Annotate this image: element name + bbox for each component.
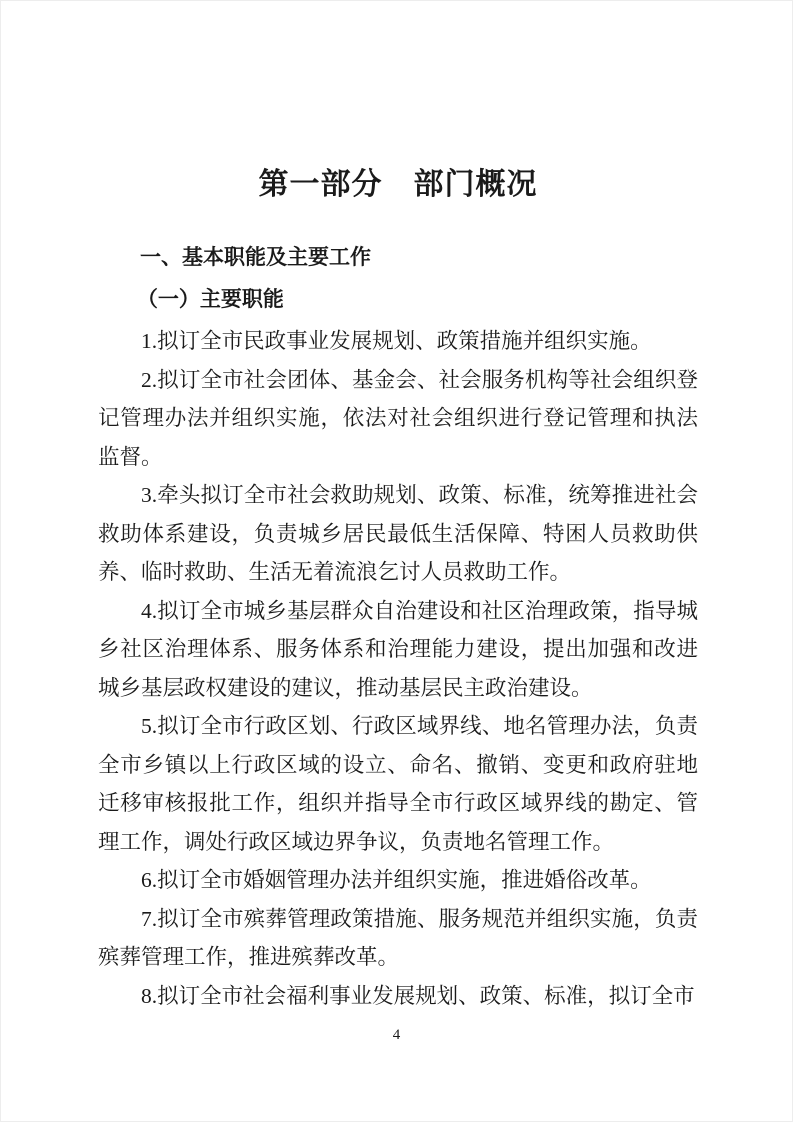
document-content bbox=[98, 164, 698, 1015]
paragraph: 3.牵头拟订全市社会救助规划、政策、标准，统筹推进社会救助体系建设，负责城乡居民最低生活保障、特困人员救助供养、临时救助、生活无着流浪乞讨人员救助工作。 bbox=[98, 483, 698, 584]
page-number-label: 4 bbox=[392, 1027, 401, 1043]
paragraph: 7.拟订全市殡葬管理政策措施、服务规范并组织实施，负责殡葬管理工作，推进殡葬改革。 bbox=[98, 906, 698, 969]
body-text bbox=[98, 322, 698, 1015]
document-title: 第一部分 部门概况 bbox=[258, 168, 538, 201]
subsection-heading: （一）主要职能 bbox=[136, 288, 284, 311]
paragraph: 2.拟订全市社会团体、基金会、社会服务机构等社会组织登记管理办法并组织实施，依法对社会组织进行登记管理和执法监督。 bbox=[98, 367, 698, 469]
paragraph: 5.拟订全市行政区划、行政区域界线、地名管理办法，负责全市乡镇以上行政区域的设立、命名、撤销、变更和政府驻地迁移审核报批工作，组织并指导全市行政区域界线的勘定、管理工作，调处行政区域边界争议，负责地名管理工作。 bbox=[98, 714, 698, 854]
paragraph: 1.拟订全市民政事业发展规划、政策措施并组织实施。 bbox=[141, 329, 652, 353]
paragraph: 8.拟订全市社会福利事业发展规划、政策、标准，拟订全市 bbox=[141, 983, 695, 1008]
paragraph: 6.拟订全市婚姻管理办法并组织实施，推进婚俗改革。 bbox=[141, 868, 652, 892]
paragraph: 4.拟订全市城乡基层群众自治建设和社区治理政策，指导城乡社区治理体系、服务体系和治理能力建设，提出加强和改进城乡基层政权建设的建议，推动基层民主政治建设。 bbox=[98, 598, 698, 700]
section-heading: 一、基本职能及主要工作 bbox=[140, 246, 371, 269]
